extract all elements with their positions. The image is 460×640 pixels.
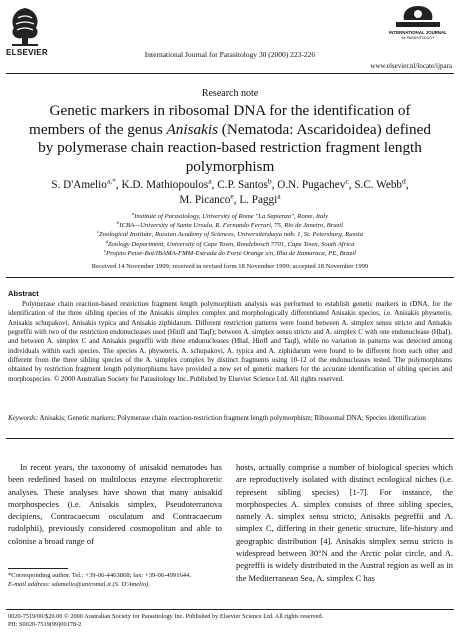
author-list <box>10 178 450 207</box>
footnote-email[interactable]: E-mail address: sdamelio@uniromal.it (S. D'Amelio). <box>8 581 150 588</box>
journal-url[interactable]: www.elsevier.nl/locate/ijpara <box>370 62 452 70</box>
author-affil-mark: c <box>345 176 349 186</box>
journal-logo <box>382 4 454 44</box>
journal-logo-text: INTERNATIONAL JOURNAL <box>389 30 447 35</box>
pii-line: PII: S0020-7519(99)00178-2 <box>8 621 82 629</box>
keywords <box>8 414 452 423</box>
title-line: polymorphism <box>185 157 275 175</box>
abstract-heading: Abstract <box>8 289 39 298</box>
article-title <box>14 102 446 176</box>
affiliation-text: ICBA—University of Santa Ursula, R. Fernando Ferrari, 75, Rio de Janeiro, Brazil <box>119 222 344 230</box>
copyright-block <box>8 613 452 630</box>
authors-line-1: S. D'Amelio$^{a,*}$, K.D. Mathiopoulos$^a$, C.P. Santos$^b$, O.N. Pugachev$^c$, S.C. Webb$^d$, <box>51 176 409 191</box>
bottom-rule <box>6 609 454 610</box>
affiliation-mark: d <box>105 238 108 244</box>
abstract-top-rule <box>6 277 454 278</box>
affiliation <box>10 240 450 249</box>
author: S. D'Amelio <box>51 179 107 191</box>
affiliation-text: Institute of Parasitology, University of Rome "La Sapienza", Rome, Italy <box>134 213 329 220</box>
footnote-corresponding: *Corresponding author. Tel.: +39-06-4463868; fax: +39-06-4991644. <box>8 572 192 579</box>
svg-text:for PARASITOLOGY: for PARASITOLOGY <box>401 36 435 40</box>
title-line: Genetic markers in ribosomal DNA for the identification of <box>49 102 411 119</box>
affiliation <box>10 249 450 258</box>
author-affil-mark: b <box>267 176 272 186</box>
affiliations <box>10 212 450 258</box>
authors-line-2: M. Picanco$^e$, L. Paggi$^a$ <box>179 190 281 206</box>
affiliation-text: Projeto Peixe-Boi/IBAMA-FMM-Estrada do Forte Orange s/n, Ilha de Itamaraca, PE, Brazil <box>106 249 356 257</box>
title-line: members of the genus Anisakis (Nematoda: Ascaridoidea) defined <box>29 120 431 138</box>
publisher-name: ELSEVIER <box>6 48 48 57</box>
title-genus: Anisakis <box>166 120 218 138</box>
article-type: Research note <box>201 88 259 99</box>
author: S.C. Webb <box>354 179 403 191</box>
author: C.P. Santos <box>217 179 268 191</box>
affiliation-mark: c <box>97 229 100 235</box>
body-column-left: In recent years, the taxonomy of anisakid nematodes has been redefined based on multilocus enzyme electrophoretic analyses. These analyses have shown that many anisakid morphospecies (i.e. Anisakis simplex, Pseudoterranova decipiens, Contracaecum osculatum and Contracaecum rudolphii), previously considered cosmopolitan and able to colonise a broad range of <box>8 462 222 546</box>
author-affil-mark: d <box>402 176 406 186</box>
affiliation-mark: e <box>104 247 107 253</box>
author-affil-mark: a,* <box>106 176 116 186</box>
footnote-rule <box>8 568 68 569</box>
author: O.N. Pugachev <box>277 179 346 191</box>
affiliation-text: Zoological Institute, Russian Academy of Sciences, Universitetskaya nab. 1, St. Petersburg, Russia <box>99 231 363 239</box>
affiliation-mark: b <box>116 219 120 225</box>
affiliation-text: Zoology Department, University of Cape Town, Rondebosch 7701, Cape Town, South Africa <box>107 240 355 248</box>
received-dates: Received 14 November 1999; received in revised form 18 November 1999; accepted 18 November 1999 <box>91 263 369 270</box>
author-affil-mark: e <box>230 190 234 200</box>
author: L. Paggi <box>239 193 278 206</box>
body-column-right: hosts, actually comprise a number of biological species which are reproductively isolated with distinct ecological niches (i.e. represent sibling species) [1-7]. For instance, the morphospecies A. simplex consists of three sibling species, namely A. simplex sensu stricto, Anisakis pegreffii and A. simplex C, differing in their genetic structure, life-history and geographic distribution [4]. Anisakis simplex sensu stricto is widespread between 30°N and the Arctic polar circle, and A. pegreffii is widely distributed in the Austral region as well as in the Mediterranean Sea, A. simplex C has <box>236 462 453 583</box>
affiliation <box>10 221 450 230</box>
title-line: by polymerase chain reaction-based restriction fragment length <box>38 139 422 157</box>
header-rule <box>6 73 454 74</box>
abstract-bottom-rule <box>6 438 454 439</box>
author: M. Picanco <box>179 193 231 206</box>
keywords-label: Keywords: <box>8 414 39 422</box>
abstract-text: Polymerase chain reaction-based restriction fragment length polymorphism analysis was performed to establish genetic markers in rDNA, for the identification of the three sibling species of the Anisakis simplex complex and morphologically differentiated Anisakis species, i.e. Anisakis physeteris, Anisakis schupakovi, Anisakis typica and Anisakis ziphidarum. Different restriction patterns were found between A. simplex sensu stricto and Anisakis pegreffii with two of the restriction endonucleases used (HinfI and TaqI); between A. simplex sensu stricto and A. simplex C with one endonuclease (HhaI), and between A. simplex C and Anisakis pegreffii with three endonucleases (HhaI, HinfI and TaqI), while no variation in patterns was detected among individuals within each species. The species A. physeteris, A. schupakovi, A. typica and A. ziphidarum were found to be different from each other and different from the three sibling species of the A. simplex complex by distinct fragments using 10-12 of the endonucleases tested. The polymorphisms obtained by restriction fragment length polymorphisms have provided a new set of genetic markers for the accurate identification of sibling species and morphospecies. © 2000 Australian Society for Parasitology Inc. Published by Elsevier Science Ltd. All rights reserved. <box>8 300 452 383</box>
footnotes <box>8 571 222 589</box>
keywords-text: Anisakis; Genetic markers; Polymerase chain reaction-restriction fragment length polymorphism; Ribosomal DNA; Species identification <box>39 414 426 422</box>
affiliation <box>10 230 450 239</box>
elsevier-tree-logo <box>6 4 44 48</box>
journal-citation: International Journal for Parasitology 30 (2000) 223-226 <box>144 50 316 59</box>
affiliation-mark: a <box>131 210 135 216</box>
affiliation <box>10 212 450 221</box>
author-affil-mark: a <box>277 190 281 200</box>
author: K.D. Mathiopoulos <box>121 179 209 191</box>
copyright-line: 0020-7519/00/$20.00 © 2000 Australian Society for Parasitology Inc. Published by Elsevier Science Ltd. All rights reserved. <box>8 613 324 620</box>
author-affil-mark: a <box>208 176 212 186</box>
